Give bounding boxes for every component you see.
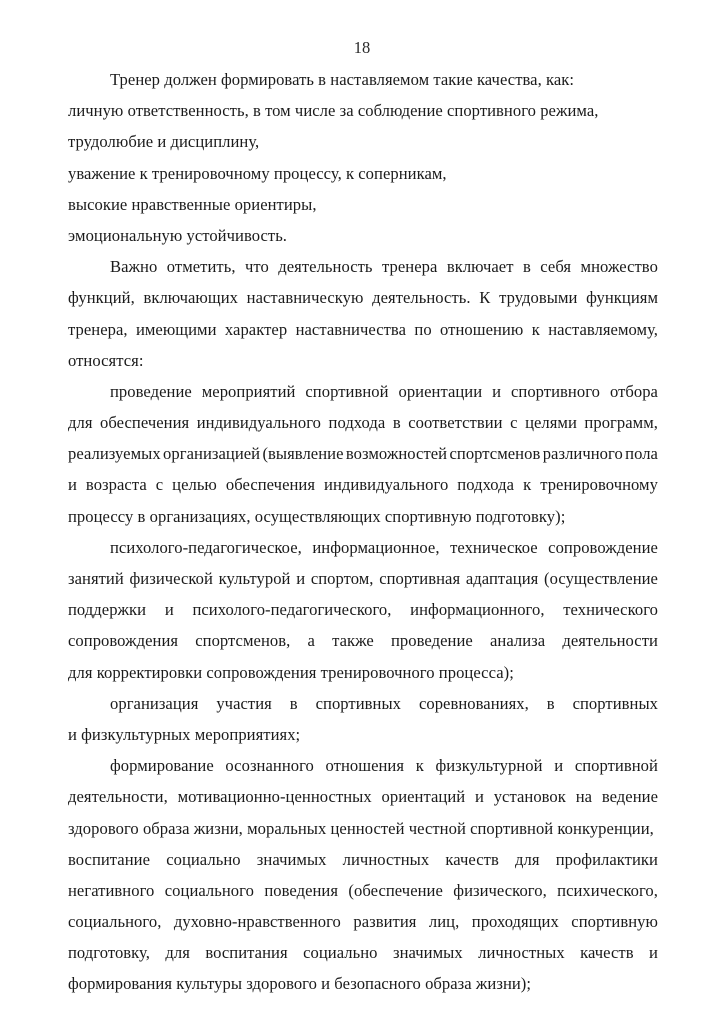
word: (осуществление — [544, 569, 658, 588]
word: значимых — [392, 943, 463, 963]
word: техническое — [450, 537, 538, 557]
word: сопровождения — [68, 631, 179, 651]
word: и — [492, 381, 502, 401]
word: по — [414, 319, 432, 339]
word: к — [415, 756, 424, 776]
word: и — [554, 756, 564, 776]
word: физического, — [453, 880, 547, 900]
word: развития — [353, 912, 417, 932]
word: спортсменов — [449, 444, 541, 464]
word: характер — [224, 319, 288, 339]
word: психического, — [557, 880, 658, 900]
word: спортивной — [574, 756, 658, 776]
word: анализа — [489, 631, 546, 651]
word: спортом, — [310, 569, 374, 588]
page-body — [68, 64, 658, 1000]
text-line — [68, 625, 658, 656]
text-line — [68, 594, 658, 625]
word: индивидуального — [324, 475, 449, 495]
word: проходящих — [471, 912, 559, 932]
paragraph — [68, 126, 658, 157]
word: различного — [542, 444, 623, 464]
text-line — [68, 688, 658, 719]
word: спортивных — [315, 693, 402, 713]
word: спортивного — [510, 381, 600, 401]
paragraph — [68, 688, 658, 750]
word: проведение — [110, 381, 192, 401]
word: соревнованиях, — [418, 693, 529, 713]
word: значимых — [256, 849, 327, 869]
text-line — [68, 906, 658, 937]
word: подхода — [457, 475, 515, 495]
word: мотивационно-ценностных — [177, 787, 372, 807]
paragraph — [68, 376, 658, 532]
word: включает — [446, 257, 514, 277]
word: формирование — [110, 756, 214, 776]
word: деятельности, — [68, 787, 168, 807]
word: и — [649, 943, 658, 963]
word: что — [244, 257, 269, 277]
word: подготовку, — [68, 943, 150, 963]
word: сопровождение — [548, 537, 658, 557]
word: на — [575, 787, 593, 807]
word: (обеспечение — [348, 880, 443, 900]
text-line: относятся: — [68, 350, 144, 370]
word: целями — [525, 413, 577, 433]
word: социального — [164, 880, 254, 900]
word: отбора — [609, 381, 658, 401]
word: трудовыми — [499, 288, 578, 308]
word: технического — [563, 600, 658, 620]
word: ведение — [601, 787, 658, 807]
paragraph — [68, 532, 658, 688]
text-line: процессу в организациях, осуществляющих спортивную подготовку); — [68, 506, 566, 526]
word: личностных — [342, 849, 430, 869]
word: себя — [540, 257, 572, 277]
text-line — [68, 563, 658, 594]
word: деятельность — [278, 257, 373, 277]
word: наставляемому, — [548, 319, 658, 339]
word: обеспечения — [100, 413, 190, 433]
word: и — [474, 787, 484, 807]
word: воспитания — [205, 943, 288, 963]
word: функций, — [68, 288, 135, 308]
word: социального, — [68, 912, 162, 932]
word: спортивной — [305, 381, 389, 401]
word: социально — [166, 849, 241, 869]
word: ориентации — [398, 381, 483, 401]
word: соответствии — [408, 413, 503, 433]
word: для — [165, 943, 190, 963]
word: и — [164, 600, 174, 620]
word: установок — [493, 787, 566, 807]
word: спортсменов, — [195, 631, 291, 651]
word: к — [531, 319, 540, 339]
word: культурой — [218, 569, 291, 588]
text-line: высокие нравственные ориентиры, — [68, 194, 317, 214]
word: воспитание — [68, 849, 151, 869]
word: отношения — [325, 756, 405, 776]
text-line — [68, 844, 658, 875]
text-line — [68, 376, 658, 407]
word: организация — [110, 693, 199, 713]
word: деятельность. — [372, 288, 471, 308]
word: мероприятий — [201, 381, 296, 401]
word: организацией — [163, 444, 261, 464]
word: профилактики — [555, 849, 658, 869]
paragraph — [68, 750, 658, 1000]
word: возможностей — [345, 444, 448, 464]
word: тренировочному — [540, 475, 658, 495]
text-line — [68, 282, 658, 313]
text-line — [68, 251, 658, 282]
text-line — [68, 781, 658, 812]
text-line: для корректировки сопровождения тренировочного процесса); — [68, 662, 514, 682]
word: в — [522, 257, 531, 277]
word: с — [155, 475, 164, 495]
word: и — [68, 475, 77, 495]
word: к — [523, 475, 532, 495]
word: психолого-педагогического, — [192, 600, 392, 620]
paragraph — [68, 158, 658, 189]
word: для — [68, 413, 93, 433]
word: включающих — [143, 288, 238, 308]
word: также — [332, 631, 374, 651]
word: наставническую — [246, 288, 364, 308]
word: с — [510, 413, 518, 433]
word: программ, — [584, 413, 658, 433]
word: подхода — [328, 413, 386, 433]
word: в — [392, 413, 401, 433]
word: в — [546, 693, 555, 713]
word: качеств — [580, 943, 634, 963]
word: деятельности — [562, 631, 658, 651]
word: информационное, — [312, 537, 440, 557]
word: в — [289, 693, 298, 713]
text-line — [68, 750, 658, 781]
text-line: Тренер должен формировать в наставляемом такие качества, как: — [110, 70, 575, 89]
paragraph — [68, 251, 658, 376]
word: наставничества — [295, 319, 407, 339]
word: функциям — [586, 288, 658, 308]
word: информационного, — [410, 600, 545, 620]
text-line: формирования культуры здорового и безопасного образа жизни); — [68, 974, 532, 994]
word: пола — [625, 444, 658, 464]
text-line — [68, 438, 658, 469]
word: физической — [129, 569, 213, 588]
word: участия — [216, 693, 272, 713]
word: отметить, — [166, 257, 236, 277]
text-line — [68, 937, 658, 968]
paragraph — [68, 64, 658, 95]
text-line: уважение к тренировочному процессу, к соперникам, — [68, 163, 447, 183]
text-line — [68, 407, 658, 438]
word: имеющими — [135, 319, 217, 339]
word: а — [307, 631, 315, 651]
page-number: 18 — [353, 38, 371, 57]
word: спортивную — [571, 912, 658, 932]
word: физкультурной — [435, 756, 543, 776]
word: отношению — [440, 319, 524, 339]
word: спортивных — [572, 693, 658, 713]
text-line — [68, 875, 658, 906]
word: реализуемых — [68, 444, 161, 464]
text-line: эмоциональную устойчивость. — [68, 225, 288, 245]
word: спортивная — [379, 569, 461, 588]
word: социально — [303, 943, 378, 963]
word: (выявление — [262, 444, 344, 464]
word: возраста — [85, 475, 147, 495]
text-line: трудолюбие и дисциплину, — [68, 132, 260, 152]
word: поведения — [264, 880, 339, 900]
word: обеспечения — [225, 475, 316, 495]
text-line — [68, 314, 658, 345]
word: целью — [172, 475, 217, 495]
text-line: личную ответственность, в том числе за соблюдение спортивного режима, — [68, 101, 599, 121]
word: множество — [580, 257, 658, 277]
word: негативного — [68, 880, 155, 900]
paragraph — [68, 189, 658, 220]
word: занятий — [68, 569, 124, 588]
text-line: и физкультурных мероприятиях; — [68, 724, 301, 744]
word: осознанного — [225, 756, 314, 776]
paragraph — [68, 220, 658, 251]
word: для — [515, 849, 540, 869]
word: личностных — [478, 943, 565, 963]
word: психолого-педагогическое, — [110, 537, 302, 557]
text-line: здорового образа жизни, моральных ценностей честной спортивной конкуренции, — [68, 818, 654, 838]
word: проведение — [391, 631, 473, 651]
word: духовно-нравственного — [173, 912, 341, 932]
word: лиц, — [428, 912, 460, 932]
word: качеств — [445, 849, 499, 869]
word: ориентаций — [381, 787, 466, 807]
word: индивидуального — [196, 413, 321, 433]
paragraph — [68, 95, 658, 126]
word: К — [479, 288, 491, 308]
text-line — [68, 469, 658, 500]
word: адаптация — [465, 569, 539, 588]
word: Важно — [110, 257, 158, 277]
text-line — [68, 532, 658, 563]
word: поддержки — [68, 600, 147, 620]
word: тренера — [382, 257, 438, 277]
word: тренера, — [68, 319, 128, 339]
word: и — [296, 569, 306, 588]
